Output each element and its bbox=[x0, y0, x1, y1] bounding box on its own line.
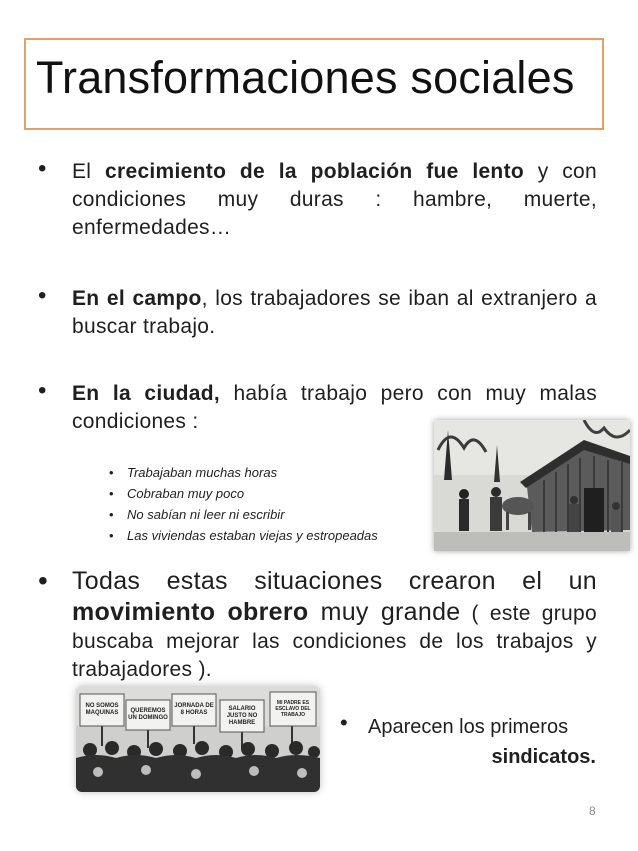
bullet-5-text bbox=[336, 712, 596, 772]
bullet-4-mid: muy grande bbox=[308, 598, 461, 626]
bullet-2-text bbox=[72, 285, 597, 341]
bullet-1-pre: El bbox=[72, 160, 106, 183]
bullet-5-bold: sindicatos. bbox=[491, 746, 596, 768]
sub-bullet-marker: • bbox=[109, 465, 114, 480]
sub-bullet-text: Las viviendas estaban viejas y estropeadas bbox=[127, 528, 378, 543]
bullet-1-post: y con condiciones muy duras : hambre, muerte, enfermedades… bbox=[72, 160, 597, 239]
bullet-marker: • bbox=[38, 377, 47, 404]
bullet-2-post: , los trabajadores se iban al extranjero a buscar trabajo. bbox=[72, 287, 597, 338]
slide-title: Transformaciones sociales bbox=[36, 52, 575, 103]
protest-sign-1: NO SOMOS MAQUINAS bbox=[85, 703, 119, 716]
bullet-4-pre: Todas estas situaciones crearon el un bbox=[72, 567, 597, 595]
bullet-5-line-1: Aparecen los primeros bbox=[368, 716, 569, 738]
bullet-2-bold: En el campo bbox=[72, 287, 202, 310]
bullet-marker: • bbox=[340, 710, 348, 735]
bullet-marker: • bbox=[38, 155, 47, 182]
sub-bullet-marker: • bbox=[109, 486, 114, 501]
sub-bullet-marker: • bbox=[109, 528, 114, 543]
bullet-3-post: había trabajo pero con muy malas condiciones : bbox=[72, 382, 597, 433]
bullet-4-post: ( este grupo buscaba mejorar las condiciones de los trabajos y trabajadores ). bbox=[72, 602, 597, 681]
sub-bullet-text: Cobraban muy poco bbox=[127, 486, 245, 501]
sub-bullet-text: Trabajaban muchas horas bbox=[127, 465, 278, 480]
bullet-3-bold: En la ciudad, bbox=[72, 382, 221, 405]
bullet-marker: • bbox=[38, 282, 47, 309]
rural-shack-photo bbox=[434, 420, 630, 551]
sub-bullet-text: No sabían ni leer ni escribir bbox=[127, 507, 285, 522]
sub-bullet-3 bbox=[109, 504, 285, 525]
bullet-4-text bbox=[72, 566, 597, 684]
page-number: 8 bbox=[589, 804, 596, 818]
protest-sign-2: QUEREMOS UN DOMINGO bbox=[128, 708, 168, 721]
bullet-marker: • bbox=[38, 565, 48, 596]
bullet-1-bold: crecimiento de la población fue lento bbox=[105, 160, 524, 183]
protest-sign-3: JORNADA DE 8 HORAS bbox=[174, 703, 214, 716]
bullet-4-bold: movimiento obrero bbox=[72, 598, 309, 626]
protest-sign-4: SALARIO JUSTO NO HAMBRE bbox=[226, 705, 258, 726]
protest-photo bbox=[76, 686, 320, 792]
sub-bullet-1 bbox=[109, 462, 278, 483]
sub-bullet-2 bbox=[109, 483, 245, 504]
protest-sign-5: MI PADRE ES ESCLAVO DEL TRABAJO bbox=[275, 700, 311, 718]
sub-bullet-marker: • bbox=[109, 507, 114, 522]
title-box bbox=[24, 38, 604, 130]
bullet-1-text bbox=[72, 158, 597, 242]
sub-bullet-4 bbox=[109, 525, 378, 546]
